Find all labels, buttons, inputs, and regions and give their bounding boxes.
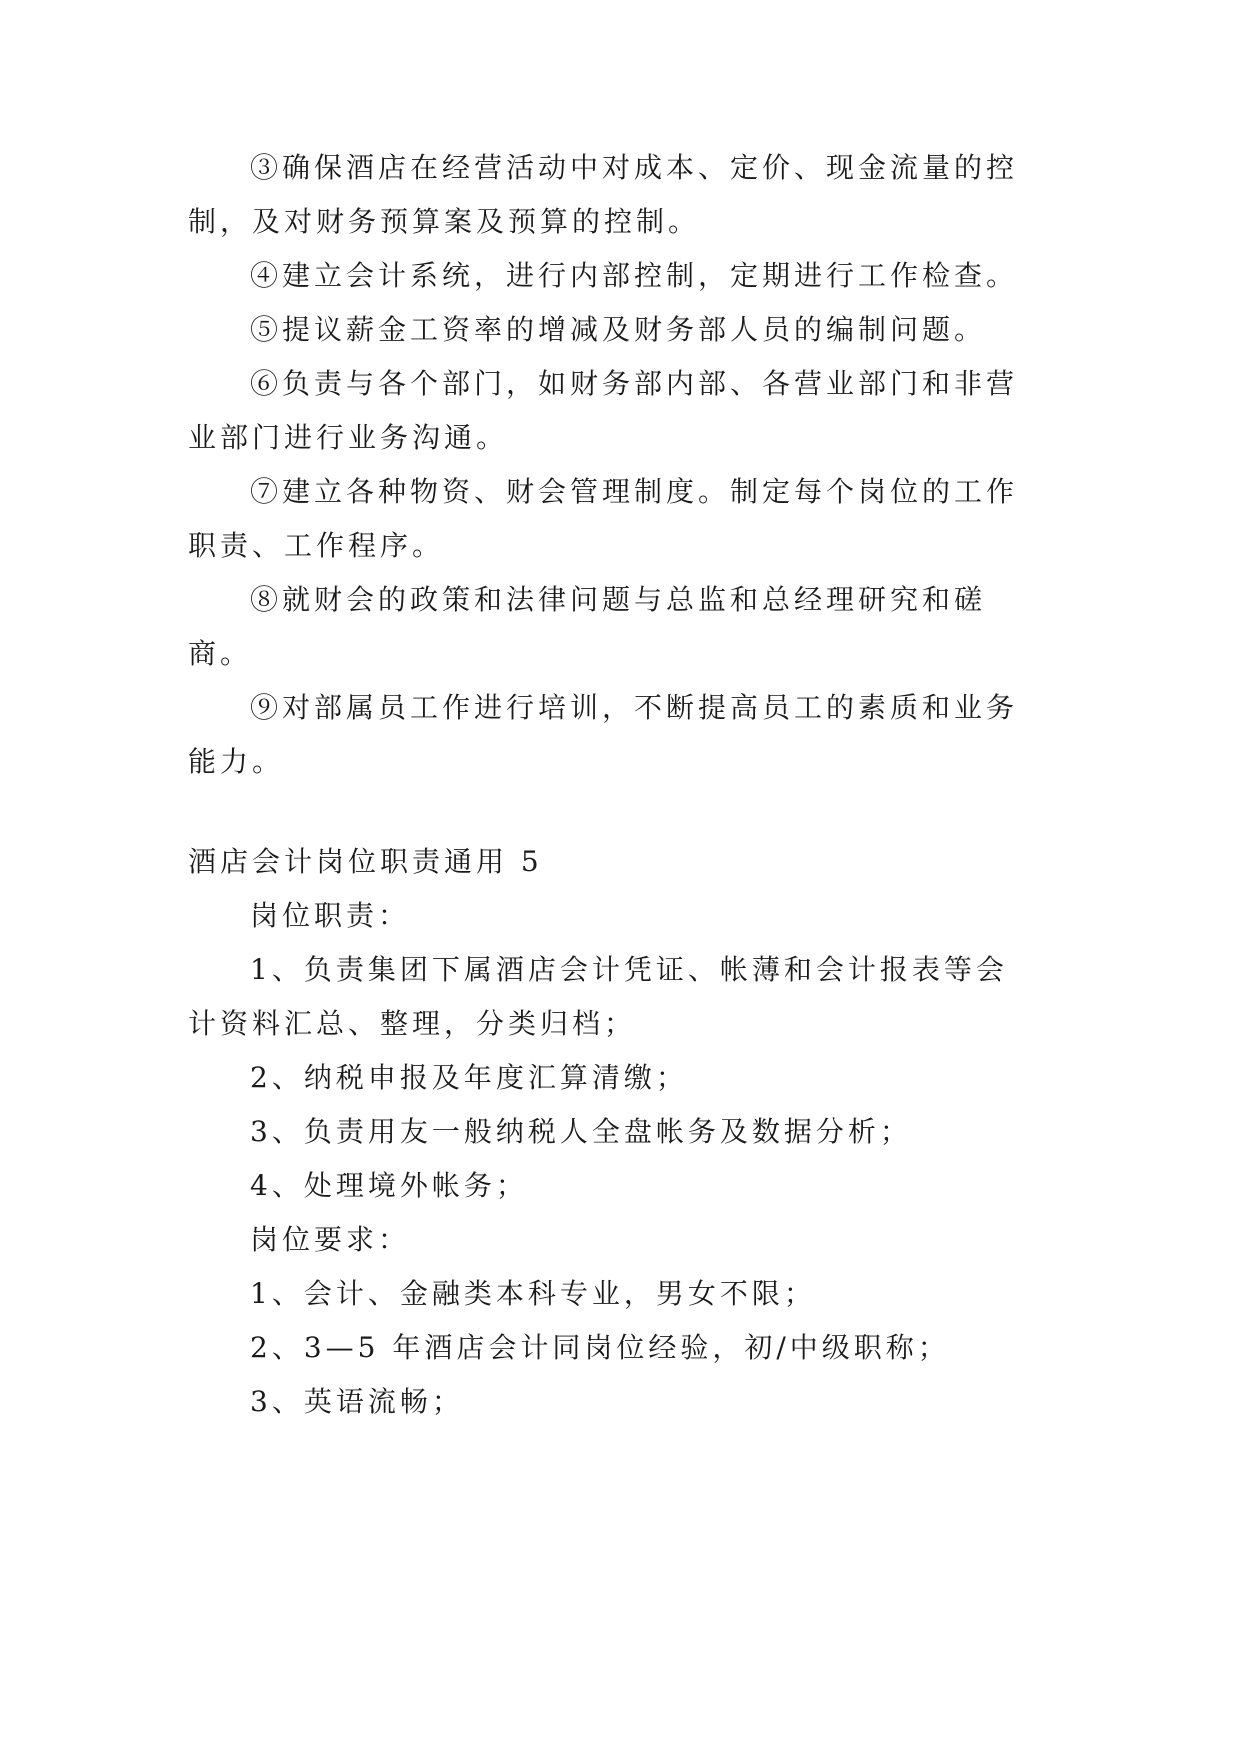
paragraph-item-3-line-1: ③确保酒店在经营活动中对成本、定价、现金流量的控 xyxy=(250,151,1019,184)
duties-heading: 岗位职责： xyxy=(250,899,411,932)
duty-item-4: 4、处理境外帐务； xyxy=(250,1169,528,1202)
section-title: 酒店会计岗位职责通用 5 xyxy=(188,845,543,878)
paragraph-item-6-line-2: 业部门进行业务沟通。 xyxy=(188,421,509,454)
paragraph-item-4: ④建立会计系统，进行内部控制，定期进行工作检查。 xyxy=(250,259,1019,292)
paragraph-item-5: ⑤提议薪金工资率的增减及财务部人员的编制问题。 xyxy=(250,313,987,346)
paragraph-item-7-line-1: ⑦建立各种物资、财会管理制度。制定每个岗位的工作 xyxy=(250,475,1019,508)
requirement-item-1: 1、会计、金融类本科专业，男女不限； xyxy=(250,1277,816,1310)
paragraph-item-3-line-2: 制，及对财务预算案及预算的控制。 xyxy=(188,205,701,238)
duty-item-1-line-1: 1、负责集团下属酒店会计凭证、帐薄和会计报表等会 xyxy=(250,953,1008,986)
requirement-item-3: 3、英语流畅； xyxy=(250,1385,464,1418)
paragraph-item-6-line-1: ⑥负责与各个部门，如财务部内部、各营业部门和非营 xyxy=(250,367,1019,400)
paragraph-item-9-line-2: 能力。 xyxy=(188,745,285,778)
paragraph-item-9-line-1: ⑨对部属员工作进行培训，不断提高员工的素质和业务 xyxy=(250,691,1019,724)
duty-item-2: 2、纳税申报及年度汇算清缴； xyxy=(250,1061,688,1094)
paragraph-item-8-line-1: ⑧就财会的政策和法律问题与总监和总经理研究和磋 xyxy=(250,583,987,616)
paragraph-item-8-line-2: 商。 xyxy=(188,637,253,670)
duty-item-1-line-2: 计资料汇总、整理，分类归档； xyxy=(188,1007,637,1040)
duty-item-3: 3、负责用友一般纳税人全盘帐务及数据分析； xyxy=(250,1115,912,1148)
requirements-heading: 岗位要求： xyxy=(250,1223,411,1256)
requirement-item-2: 2、3—5 年酒店会计同岗位经验，初/中级职称； xyxy=(250,1331,950,1364)
paragraph-item-7-line-2: 职责、工作程序。 xyxy=(188,529,445,562)
